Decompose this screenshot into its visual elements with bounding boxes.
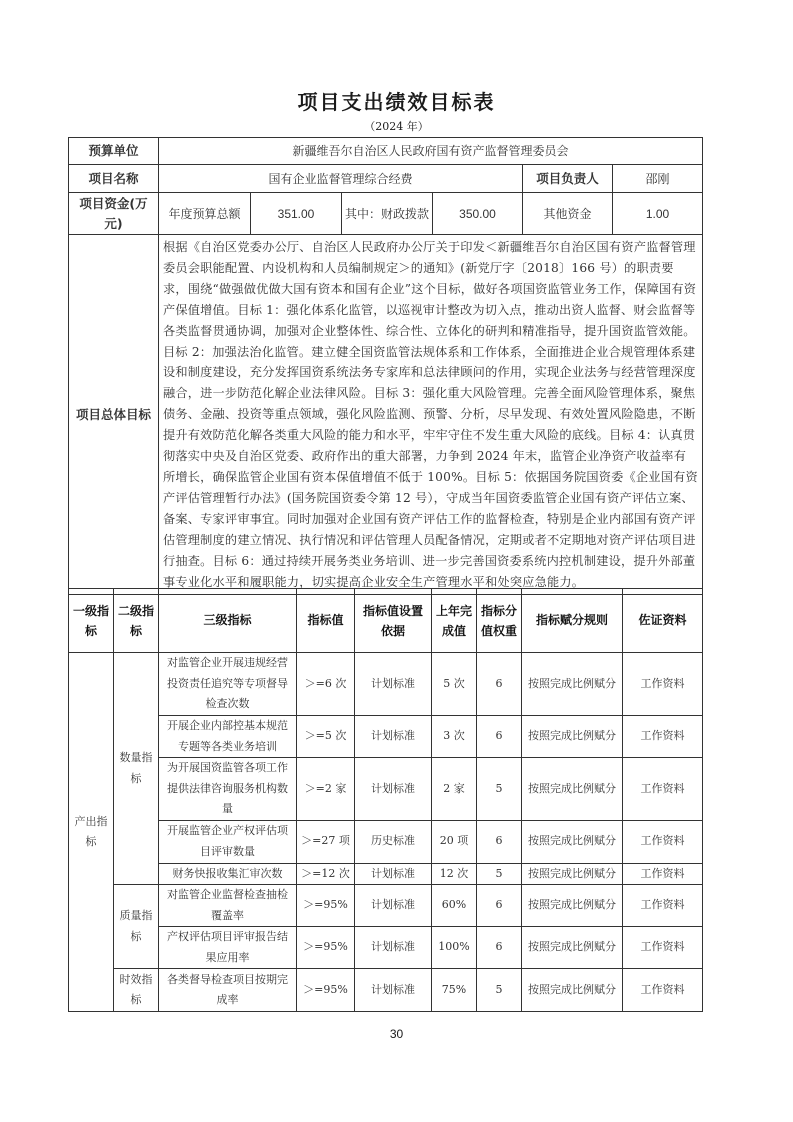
indicator-basis: 历史标准: [355, 820, 432, 863]
indicator-value: ＞=5 次: [297, 716, 355, 758]
indicator-weight: 5: [477, 758, 522, 821]
indicator-evidence: 工作资料: [623, 653, 703, 716]
indicator-last: 12 次: [432, 863, 477, 885]
year-subtitle: （2024 年）: [364, 120, 429, 133]
fiscal-value: 350.00: [433, 193, 523, 235]
manager-label: 项目负责人: [523, 165, 613, 193]
level2-quantity: 数量指标: [114, 653, 159, 885]
indicator-weight: 6: [477, 927, 522, 969]
budget-unit-value: 新疆维吾尔自治区人民政府国有资产监督管理委员会: [159, 138, 703, 165]
table-row: [69, 969, 703, 1012]
table-row: [69, 716, 703, 758]
manager-value: 邵刚: [613, 165, 703, 193]
indicator-value: ＞=27 项: [297, 820, 355, 863]
indicator-name: 各类督导检查项目按期完成率: [159, 969, 297, 1012]
indicator-basis: 计划标准: [355, 863, 432, 885]
goal-label: 项目总体目标: [69, 235, 159, 595]
indicator-rule: 按照完成比例赋分: [522, 820, 623, 863]
project-info-table: [68, 137, 703, 595]
table-row: [69, 758, 703, 821]
indicator-evidence: 工作资料: [623, 863, 703, 885]
goal-text: 根据《自治区党委办公厅、自治区人民政府办公厅关于印发＜新疆维吾尔自治区国有资产监督管理委员会职能配置、内设机构和人员编制规定＞的通知》(新党厅字〔2018〕166 号）的职责要求，围绕“做强做优做大国有资本和国有企业”这个目标，做好各项国资监管业务工作，保障国有资产保值增值。目标 1：强化体系化监管，以巡视审计整改为切入点，推动出资人监督、财会监督等各类监督贯通协调，加强对企业整体性、综合性、立体化的研判和精准指导，提升国资监管效能。目标 2：加强法治化监管。建立健全国资监管法规体系和工作体系，全面推进企业合规管理体系建设和制度建设，充分发挥国资系统法务专家库和总法律顾问的作用，实现企业法务与经营管理深度融合，进一步防范化解企业法律风险。目标 3：强化重大风险管理。完善全面风险管理体系，聚焦债务、金融、投资等重点领域，强化风险监测、预警、分析，尽早发现、有效处置风险隐患，不断提升有效防范化解各类重大风险的能力和水平，牢牢守住不发生重大风险的底线。目标 4：认真贯彻落实中央及自治区党委、政府作出的重大部署，力争到 2024 年末，监管企业净资产收益率有所增长，确保监管企业国有资本保值增值不低于 100%。目标 5：依据国务院国资委《企业国有资产评估管理暂行办法》(国务院国资委令第 12 号），守成当年国资委监管企业国有资产评估立案、备案、专家评审事宜。同时加强对企业国有资产评估工作的监督检查，特别是企业内部国有资产评估管理制度的建立情况、执行情况和评估管理人员配备情况，定期或者不定期地对资产评估项目进行抽查。目标 6：通过持续开展务类业务培训、进一步完善国资委系统内控机制建设，提升外部董事专业化水平和履职能力，切实提高企业安全生产管理水平和处突应急能力。: [159, 235, 703, 595]
header-target-value: 指标值: [297, 589, 355, 653]
indicator-value: ＞=12 次: [297, 863, 355, 885]
indicator-weight: 6: [477, 820, 522, 863]
indicator-basis: 计划标准: [355, 758, 432, 821]
indicator-value: ＞=95%: [297, 927, 355, 969]
table-row: [69, 863, 703, 885]
header-last-year: 上年完成值: [432, 589, 477, 653]
indicator-evidence: 工作资料: [623, 969, 703, 1012]
indicator-value: ＞=95%: [297, 885, 355, 927]
indicator-rule: 按照完成比例赋分: [522, 716, 623, 758]
indicator-value: ＞=95%: [297, 969, 355, 1012]
indicator-basis: 计划标准: [355, 927, 432, 969]
level2-timeliness: 时效指标: [114, 969, 159, 1012]
indicator-name: 开展企业内部控基本规范专题等各类业务培训: [159, 716, 297, 758]
indicator-last: 5 次: [432, 653, 477, 716]
indicator-weight: 6: [477, 885, 522, 927]
header-evidence: 佐证资料: [623, 589, 703, 653]
indicator-name: 开展监管企业产权评估项目评审数量: [159, 820, 297, 863]
indicator-evidence: 工作资料: [623, 716, 703, 758]
project-name-label: 项目名称: [69, 165, 159, 193]
header-scoring-rule: 指标赋分规则: [522, 589, 623, 653]
indicator-basis: 计划标准: [355, 653, 432, 716]
indicator-rule: 按照完成比例赋分: [522, 885, 623, 927]
indicator-rule: 按照完成比例赋分: [522, 758, 623, 821]
indicator-evidence: 工作资料: [623, 885, 703, 927]
fiscal-label: 其中：财政拨款: [342, 193, 433, 235]
header-level1: 一级指标: [69, 589, 114, 653]
indicator-name: 对监管企业开展违规经营投资责任追究等专项督导检查次数: [159, 653, 297, 716]
budget-unit-row: [69, 138, 703, 165]
indicator-last: 75%: [432, 969, 477, 1012]
table-row: [69, 653, 703, 716]
level2-quality: 质量指标: [114, 885, 159, 969]
indicator-rule: 按照完成比例赋分: [522, 653, 623, 716]
indicator-evidence: 工作资料: [623, 758, 703, 821]
annual-total-value: 351.00: [251, 193, 342, 235]
level1-output: 产出指标: [69, 653, 114, 1012]
indicator-value: ＞=6 次: [297, 653, 355, 716]
indicator-name: 财务快报收集汇审次数: [159, 863, 297, 885]
indicator-weight: 6: [477, 653, 522, 716]
other-funds-value: 1.00: [613, 193, 703, 235]
header-basis: 指标值设置依据: [355, 589, 432, 653]
project-name-value: 国有企业监督管理综合经费: [159, 165, 523, 193]
header-level3: 三级指标: [159, 589, 297, 653]
table-row: [69, 927, 703, 969]
page-title: 项目支出绩效目标表: [297, 90, 496, 114]
indicator-basis: 计划标准: [355, 716, 432, 758]
indicator-name: 对监管企业监督检查抽检覆盖率: [159, 885, 297, 927]
indicator-basis: 计划标准: [355, 885, 432, 927]
header-level2: 二级指标: [114, 589, 159, 653]
indicator-last: 60%: [432, 885, 477, 927]
indicator-last: 2 家: [432, 758, 477, 821]
indicator-name: 为开展国资监管各项工作提供法律咨询服务机构数量: [159, 758, 297, 821]
budget-unit-label: 预算单位: [69, 138, 159, 165]
indicator-evidence: 工作资料: [623, 927, 703, 969]
indicators-header-row: [69, 589, 703, 653]
indicator-evidence: 工作资料: [623, 820, 703, 863]
indicator-last: 100%: [432, 927, 477, 969]
indicator-basis: 计划标准: [355, 969, 432, 1012]
indicators-table: [68, 588, 703, 1012]
indicator-value: ＞=2 家: [297, 758, 355, 821]
indicator-weight: 5: [477, 863, 522, 885]
indicator-rule: 按照完成比例赋分: [522, 969, 623, 1012]
funds-label: 项目资金(万元): [69, 193, 159, 235]
table-row: [69, 885, 703, 927]
other-funds-label: 其他资金: [523, 193, 613, 235]
table-row: [69, 820, 703, 863]
indicator-last: 3 次: [432, 716, 477, 758]
project-name-row: [69, 165, 703, 193]
funds-row: [69, 193, 703, 235]
goal-row: [69, 235, 703, 595]
header-weight: 指标分值权重: [477, 589, 522, 653]
indicator-rule: 按照完成比例赋分: [522, 863, 623, 885]
indicator-weight: 6: [477, 716, 522, 758]
indicator-name: 产权评估项目评审报告结果应用率: [159, 927, 297, 969]
indicator-rule: 按照完成比例赋分: [522, 927, 623, 969]
indicator-weight: 5: [477, 969, 522, 1012]
indicator-last: 20 项: [432, 820, 477, 863]
annual-total-label: 年度预算总额: [159, 193, 251, 235]
page-number: 30: [389, 1027, 404, 1041]
